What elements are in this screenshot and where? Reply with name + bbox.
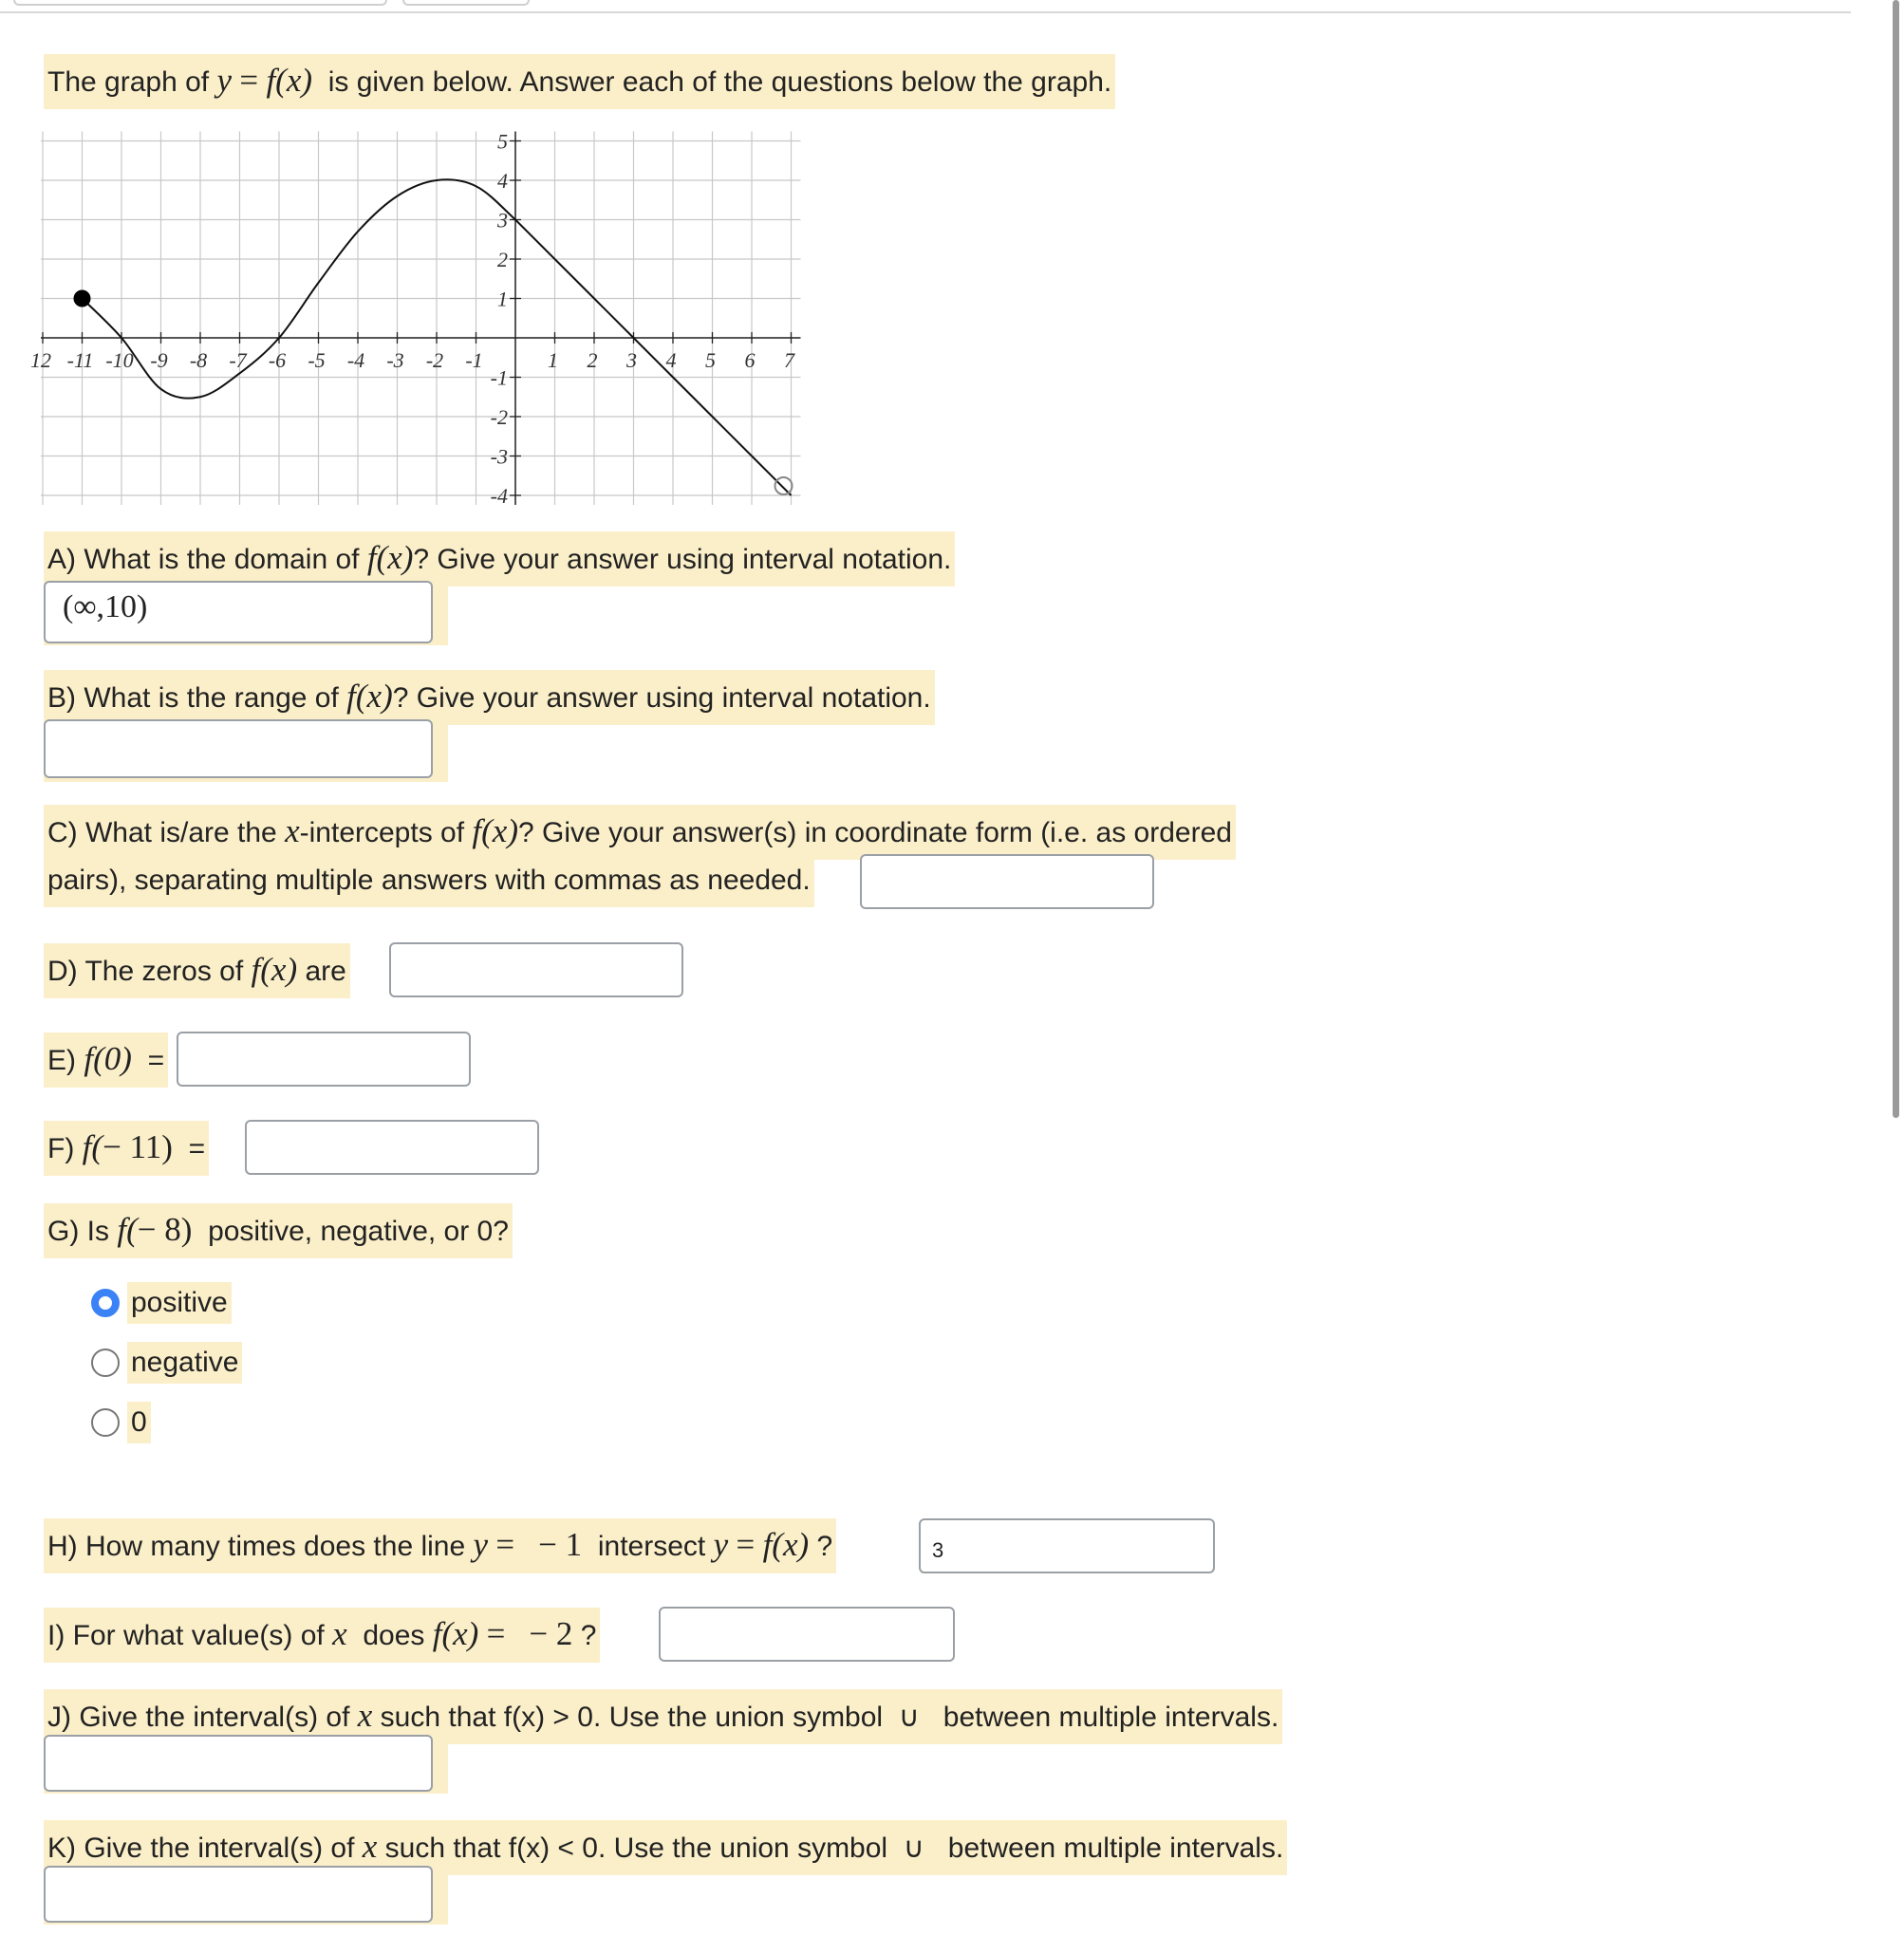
x-tick-label: -8	[189, 348, 208, 372]
range-input[interactable]	[44, 719, 433, 778]
graph-tick-labels	[30, 130, 795, 509]
y-tick-label: 1	[497, 287, 508, 311]
y-tick-label: -3	[490, 444, 508, 469]
intro-text: The graph of y = f(x) is given below. Answer each of the questions below the graph.	[44, 54, 1115, 109]
x-tick-label: 1	[548, 348, 558, 372]
x-tick-label: -6	[268, 348, 287, 372]
question-e: E) f(0) =	[44, 1033, 168, 1088]
radio-positive[interactable]	[91, 1289, 120, 1317]
x-tick-label: -10	[105, 348, 134, 372]
radio-negative[interactable]	[91, 1349, 120, 1377]
question-g: G) Is f(− 8) positive, negative, or 0?	[44, 1203, 513, 1258]
graph-grid	[41, 129, 801, 506]
x-tick-label: 12	[30, 348, 51, 372]
question-b: B) What is the range of f(x)? Give your answer using interval notation.	[44, 670, 935, 725]
question-d: D) The zeros of f(x) are	[44, 943, 350, 998]
x-tick-label: 4	[665, 348, 677, 372]
question-c: C) What is/are the x-intercepts of f(x)? Give your answer(s) in coordinate form (i.e. as ordered	[44, 805, 1236, 860]
domain-input[interactable]: (∞,10)	[44, 581, 433, 643]
open-endpoint	[775, 477, 793, 494]
graph-axes	[41, 129, 801, 506]
radio-label-negative: negative	[127, 1342, 242, 1384]
y-tick-label: 3	[497, 208, 508, 233]
intersections-input[interactable]: 3	[919, 1518, 1215, 1573]
x-tick-label: -2	[425, 348, 444, 372]
x-tick-label: 7	[784, 348, 794, 372]
zeros-input[interactable]	[389, 942, 683, 997]
y-tick-label: -4	[490, 484, 508, 508]
x-intercepts-input[interactable]	[860, 854, 1154, 909]
f-of-neg11-input[interactable]	[245, 1120, 539, 1175]
x-tick-label: -3	[386, 348, 404, 372]
x-tick-label: -5	[308, 348, 326, 372]
question-k: K) Give the interval(s) of x such that f(x) < 0. Use the union symbol ∪ between multiple intervals.	[44, 1820, 1287, 1875]
top-control-stub	[402, 0, 530, 6]
x-tick-label: -11	[66, 348, 94, 372]
positive-intervals-input[interactable]	[44, 1735, 433, 1792]
radio-label-positive: positive	[127, 1282, 232, 1324]
y-tick-label: 5	[497, 129, 508, 154]
x-tick-label: 6	[744, 348, 756, 372]
question-f: F) f(− 11) =	[44, 1121, 209, 1176]
x-tick-label: -9	[150, 348, 168, 372]
function-graph	[30, 123, 816, 522]
top-divider	[0, 11, 1851, 13]
y-tick-label: 2	[497, 248, 508, 271]
x-tick-label: -7	[229, 348, 247, 372]
x-tick-label: -1	[465, 348, 483, 372]
question-i: I) For what value(s) of x does f(x) = − 2 ?	[44, 1608, 600, 1663]
question-c-line2: pairs), separating multiple answers with commas as needed.	[44, 854, 814, 907]
f-equals-neg2-input[interactable]	[659, 1607, 955, 1662]
negative-intervals-input[interactable]	[44, 1866, 433, 1923]
scrollbar[interactable]	[1893, 0, 1899, 1118]
question-h: H) How many times does the line y = − 1 intersect y = f(x) ?	[44, 1518, 836, 1573]
question-j: J) Give the interval(s) of x such that f(x) > 0. Use the union symbol ∪ between multiple intervals.	[44, 1689, 1282, 1744]
x-tick-label: 5	[705, 348, 716, 372]
x-tick-label: 3	[626, 348, 637, 372]
y-tick-label: -2	[490, 405, 508, 429]
x-tick-label: -4	[346, 348, 365, 372]
closed-endpoint	[74, 290, 91, 307]
top-control-stub	[13, 0, 387, 6]
y-tick-label: -1	[490, 365, 508, 390]
x-tick-label: 2	[587, 348, 598, 372]
f-of-0-input[interactable]	[177, 1032, 471, 1087]
y-tick-label: 4	[497, 169, 508, 193]
radio-label-zero: 0	[127, 1402, 151, 1443]
radio-zero[interactable]	[91, 1408, 120, 1437]
question-a: A) What is the domain of f(x)? Give your answer using interval notation.	[44, 531, 955, 586]
